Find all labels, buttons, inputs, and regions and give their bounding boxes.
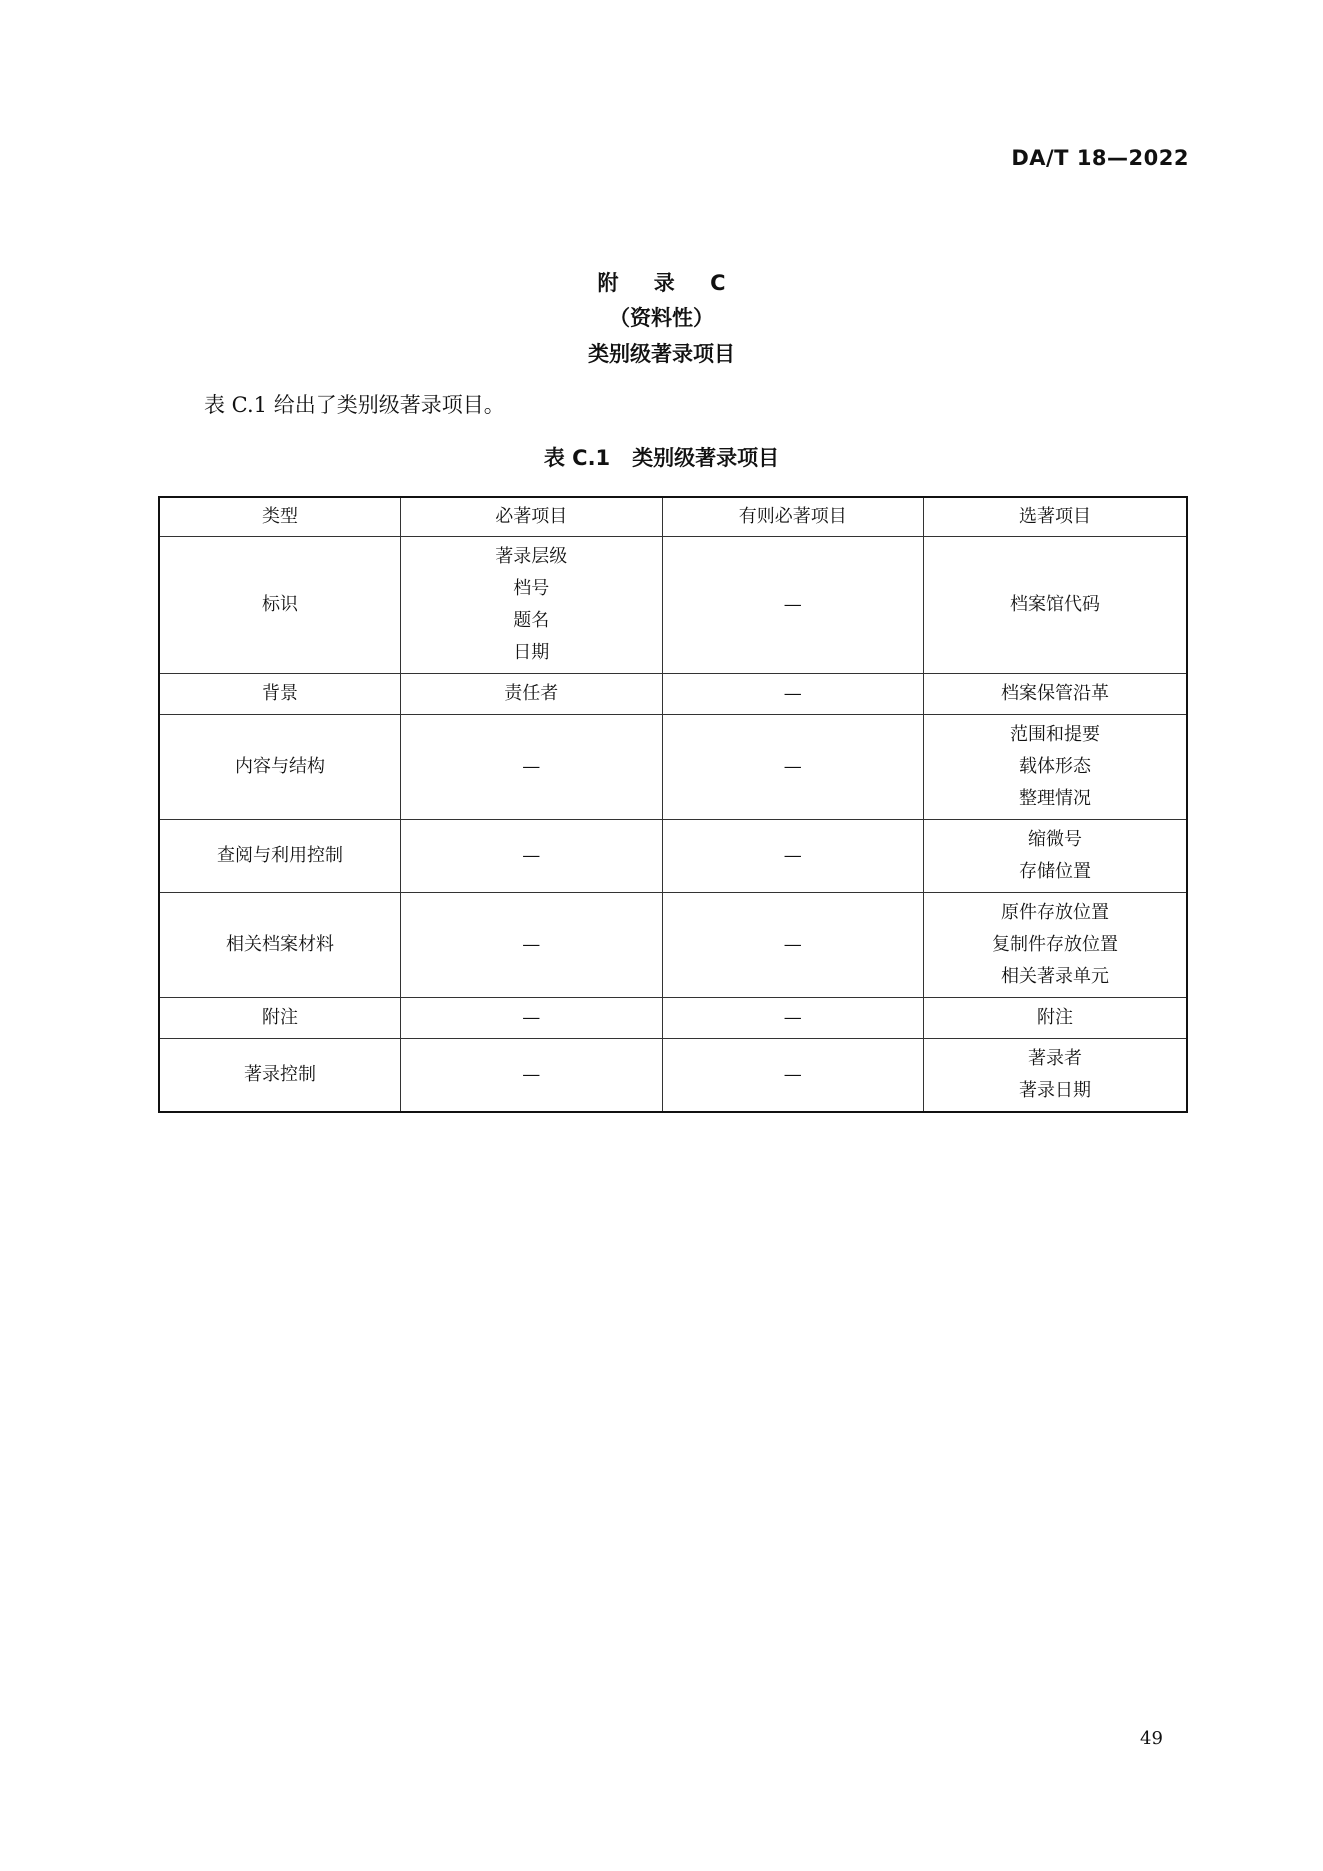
cell-required — [401, 893, 662, 998]
cell-optional — [924, 674, 1188, 715]
cell-line: — — [783, 594, 802, 615]
table-row — [159, 715, 1187, 820]
page-number: 49 — [1140, 1728, 1163, 1749]
table-row — [159, 820, 1187, 893]
cell-type: 标识 — [159, 537, 401, 674]
cell-type: 附注 — [159, 998, 401, 1039]
cell-line: 附注 — [1037, 1007, 1073, 1028]
cell-line: 整理情况 — [1019, 788, 1091, 809]
cell-line: — — [522, 1007, 541, 1028]
cell-line: — — [522, 1064, 541, 1085]
cell-optional — [924, 998, 1188, 1039]
cell-line: 题名 — [513, 610, 550, 631]
cell-type: 查阅与利用控制 — [159, 820, 401, 893]
table-row — [159, 998, 1187, 1039]
cell-conditional — [662, 674, 923, 715]
cell-conditional — [662, 893, 923, 998]
standard-number: DA/T 18—2022 — [1011, 146, 1189, 170]
cell-line: 存储位置 — [1019, 861, 1091, 882]
cell-required — [401, 1039, 662, 1113]
cell-type: 相关档案材料 — [159, 893, 401, 998]
intro-paragraph: 表 C.1 给出了类别级著录项目。 — [204, 393, 505, 417]
cell-conditional — [662, 820, 923, 893]
header-type: 类型 — [159, 497, 401, 537]
cell-required — [401, 674, 662, 715]
cell-type: 背景 — [159, 674, 401, 715]
cell-line: — — [783, 845, 802, 866]
cell-line: 档案馆代码 — [1010, 594, 1100, 615]
table-row — [159, 893, 1187, 998]
cell-line: 著录者 — [1028, 1048, 1082, 1069]
cell-line: 日期 — [513, 642, 550, 663]
cell-type: 著录控制 — [159, 1039, 401, 1113]
cell-line: — — [783, 756, 802, 777]
cell-line: 档号 — [513, 578, 550, 599]
cell-conditional — [662, 998, 923, 1039]
table-row — [159, 537, 1187, 674]
cell-conditional — [662, 537, 923, 674]
table-body — [159, 537, 1187, 1113]
cell-line: 范围和提要 — [1010, 724, 1100, 745]
cell-conditional — [662, 715, 923, 820]
table-header-row — [159, 497, 1187, 537]
appendix-name: 类别级著录项目 — [588, 342, 735, 366]
table-row — [159, 674, 1187, 715]
cell-line: — — [522, 845, 541, 866]
cell-line: 原件存放位置 — [1001, 902, 1109, 923]
cell-line: 缩微号 — [1028, 829, 1082, 850]
cell-line: 档案保管沿革 — [1001, 683, 1109, 704]
description-items-table — [158, 496, 1188, 1113]
cell-line: — — [522, 756, 541, 777]
cell-optional — [924, 715, 1188, 820]
cell-conditional — [662, 1039, 923, 1113]
cell-optional — [924, 537, 1188, 674]
cell-line: 责任者 — [504, 683, 559, 704]
appendix-title: 附 录 C — [597, 271, 740, 295]
table-row — [159, 1039, 1187, 1113]
cell-optional — [924, 893, 1188, 998]
cell-required — [401, 715, 662, 820]
header-optional: 选著项目 — [924, 497, 1188, 537]
table-caption — [0, 442, 1323, 472]
cell-optional — [924, 820, 1188, 893]
cell-line: 复制件存放位置 — [992, 934, 1118, 955]
cell-line: — — [522, 934, 541, 955]
table-caption-number: 表 C.1 — [543, 446, 611, 470]
cell-required — [401, 998, 662, 1039]
header-conditional: 有则必著项目 — [662, 497, 923, 537]
cell-required — [401, 537, 662, 674]
cell-line: 著录日期 — [1019, 1080, 1091, 1101]
cell-line: — — [783, 934, 802, 955]
cell-line: — — [783, 1007, 802, 1028]
cell-line: — — [783, 683, 802, 704]
appendix-kind: （资料性） — [609, 306, 714, 330]
cell-line: 载体形态 — [1019, 756, 1091, 777]
cell-line: 相关著录单元 — [1001, 966, 1109, 987]
cell-required — [401, 820, 662, 893]
cell-type: 内容与结构 — [159, 715, 401, 820]
table-caption-title: 类别级著录项目 — [632, 446, 780, 470]
cell-line: 著录层级 — [495, 546, 568, 567]
cell-line: — — [783, 1064, 802, 1085]
cell-optional — [924, 1039, 1188, 1113]
header-required: 必著项目 — [401, 497, 662, 537]
